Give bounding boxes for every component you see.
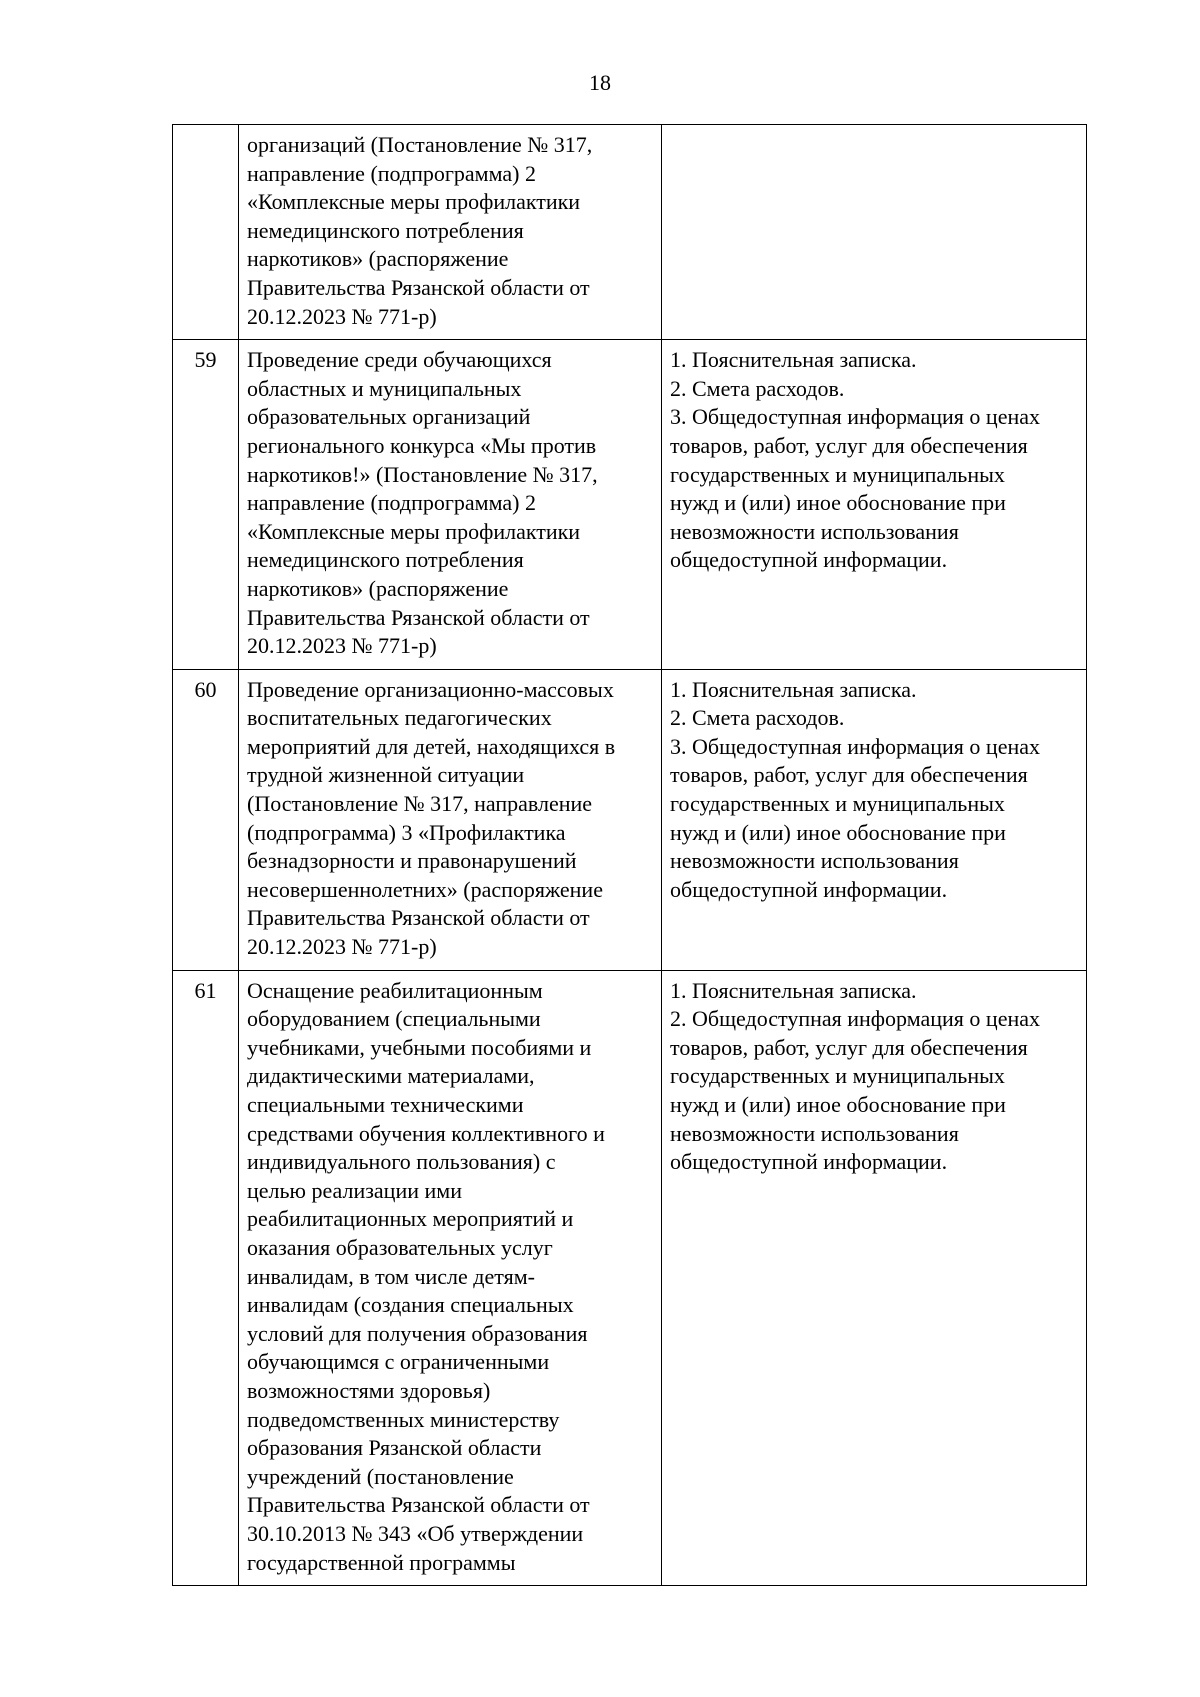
required-document-line: 1. Пояснительная записка. [670,347,917,373]
measure-name-line: учреждений (постановление [247,1463,514,1489]
required-document-line: государственных и муниципальных [670,1063,1005,1089]
measure-name-line: несовершеннолетних» (распоряжение [247,876,603,902]
table-row [173,970,1087,1585]
page-number: 18 [589,70,611,95]
measure-name-line: «Комплексные меры профилактики [247,189,581,215]
measure-name-line: 30.10.2013 № 343 «Об утверждении [247,1520,584,1546]
measure-name-line: наркотиков» (распоряжение [247,575,509,601]
required-document-line: 1. Пояснительная записка. [670,977,917,1003]
measure-name-line: подведомственных министерству [247,1406,560,1432]
table-row [173,125,1087,340]
measure-name-line: обучающимся с ограниченными [247,1349,550,1375]
required-document-line: общедоступной информации. [670,876,948,902]
measure-name-line: немедицинского потребления [247,547,524,573]
required-document-line: товаров, работ, услуг для обеспечения [670,432,1028,458]
row-number-cell: 59 [173,340,239,670]
required-document-line: нужд и (или) иное обоснование при [670,490,1006,516]
required-document-line: общедоступной информации. [670,1149,948,1175]
required-document-line: 3. Общедоступная информация о ценах [670,404,1041,430]
measure-name-cell [239,340,662,670]
measure-name-line: оборудованием (специальными [247,1006,541,1032]
measure-name-line: Оснащение реабилитационным [247,977,543,1003]
required-document-line: 1. Пояснительная записка. [670,676,917,702]
required-document-line: нужд и (или) иное обоснование при [670,819,1006,845]
measure-name-line: инвалидам, в том числе детям- [247,1263,535,1289]
measure-name-line: воспитательных педагогических [247,705,552,731]
measure-name-cell [239,669,662,970]
measure-name-line: условий для получения образования [247,1320,588,1346]
measure-name-line: специальными техническими [247,1092,524,1117]
measure-name-line: Проведение среди обучающихся [247,347,552,373]
required-document-line: невозможности использования [670,848,959,874]
required-documents-cell [662,970,1087,1585]
required-document-line: государственных и муниципальных [670,461,1005,487]
required-document-line: общедоступной информации. [670,547,948,573]
measure-name-line: безнадзорности и правонарушений [247,848,577,874]
measure-name-line: мероприятий для детей, находящихся в [247,733,616,759]
measure-name-line: трудной жизненной ситуации [247,762,525,788]
measure-name-cell [239,125,662,340]
required-documents-cell [662,340,1087,670]
measure-name-line: инвалидам (создания специальных [247,1292,574,1318]
measure-name-line: реабилитационных мероприятий и [247,1206,574,1232]
required-document-line: товаров, работ, услуг для обеспечения [670,762,1028,788]
measure-name-line: (Постановление № 317, направление [247,791,593,817]
measure-name-line: 20.12.2023 № 771-р) [247,934,437,960]
measure-name-line: Правительства Рязанской области от [247,604,590,630]
measure-name-line: направление (подпрограмма) 2 [247,160,536,186]
measure-name-line: наркотиков!» (Постановление № 317, [247,461,598,487]
measure-name-line: Проведение организационно-массовых [247,676,614,702]
measure-name-line: образования Рязанской области [247,1435,542,1461]
measure-name-line: Правительства Рязанской области от [247,274,590,300]
measure-name-line: немедицинского потребления [247,217,524,243]
required-document-line: невозможности использования [670,518,959,544]
measure-name-line: Правительства Рязанской области от [247,1492,590,1518]
required-documents-cell [662,125,1087,340]
measure-name-line: 20.12.2023 № 771-р) [247,303,437,329]
measure-name-line: образовательных организаций [247,404,531,430]
measure-name-line: средствами обучения коллективного и [247,1120,605,1146]
measure-name-line: оказания образовательных услуг [247,1234,553,1260]
measure-name-line: учебниками, учебными пособиями и [247,1034,592,1060]
required-document-line: 3. Общедоступная информация о ценах [670,733,1041,759]
row-number-cell: 61 [173,970,239,1585]
measure-name-line: организаций (Постановление № 317, [247,132,593,157]
documents-table [172,124,1087,1586]
measure-name-line: возможностями здоровья) [247,1377,491,1403]
measure-name-line: наркотиков» (распоряжение [247,246,509,272]
required-document-line: 2. Общедоступная информация о ценах [670,1006,1041,1032]
required-document-line: 2. Смета расходов. [670,375,845,401]
measure-name-line: целью реализации ими [247,1177,462,1203]
table-row [173,340,1087,670]
measure-name-cell [239,970,662,1585]
measure-name-line: регионального конкурса «Мы против [247,432,597,458]
measure-name-line: Правительства Рязанской области от [247,905,590,931]
required-document-line: товаров, работ, услуг для обеспечения [670,1034,1028,1060]
row-number-cell: 60 [173,669,239,970]
measure-name-line: областных и муниципальных [247,375,522,401]
measure-name-line: 20.12.2023 № 771-р) [247,633,437,659]
measure-name-line: индивидуального пользования) с [247,1149,556,1175]
required-document-line: нужд и (или) иное обоснование при [670,1092,1006,1117]
measure-name-line: «Комплексные меры профилактики [247,518,581,544]
measure-name-line: (подпрограмма) 3 «Профилактика [247,819,566,845]
table-row [173,669,1087,970]
measure-name-line: дидактическими материалами, [247,1063,535,1089]
row-number-cell [173,125,239,340]
measure-name-line: направление (подпрограмма) 2 [247,490,536,516]
table-body [173,125,1087,1586]
required-document-line: невозможности использования [670,1120,959,1146]
required-document-line: 2. Смета расходов. [670,705,845,731]
required-documents-cell [662,669,1087,970]
measure-name-line: государственной программы [247,1549,516,1575]
required-document-line: государственных и муниципальных [670,791,1005,817]
